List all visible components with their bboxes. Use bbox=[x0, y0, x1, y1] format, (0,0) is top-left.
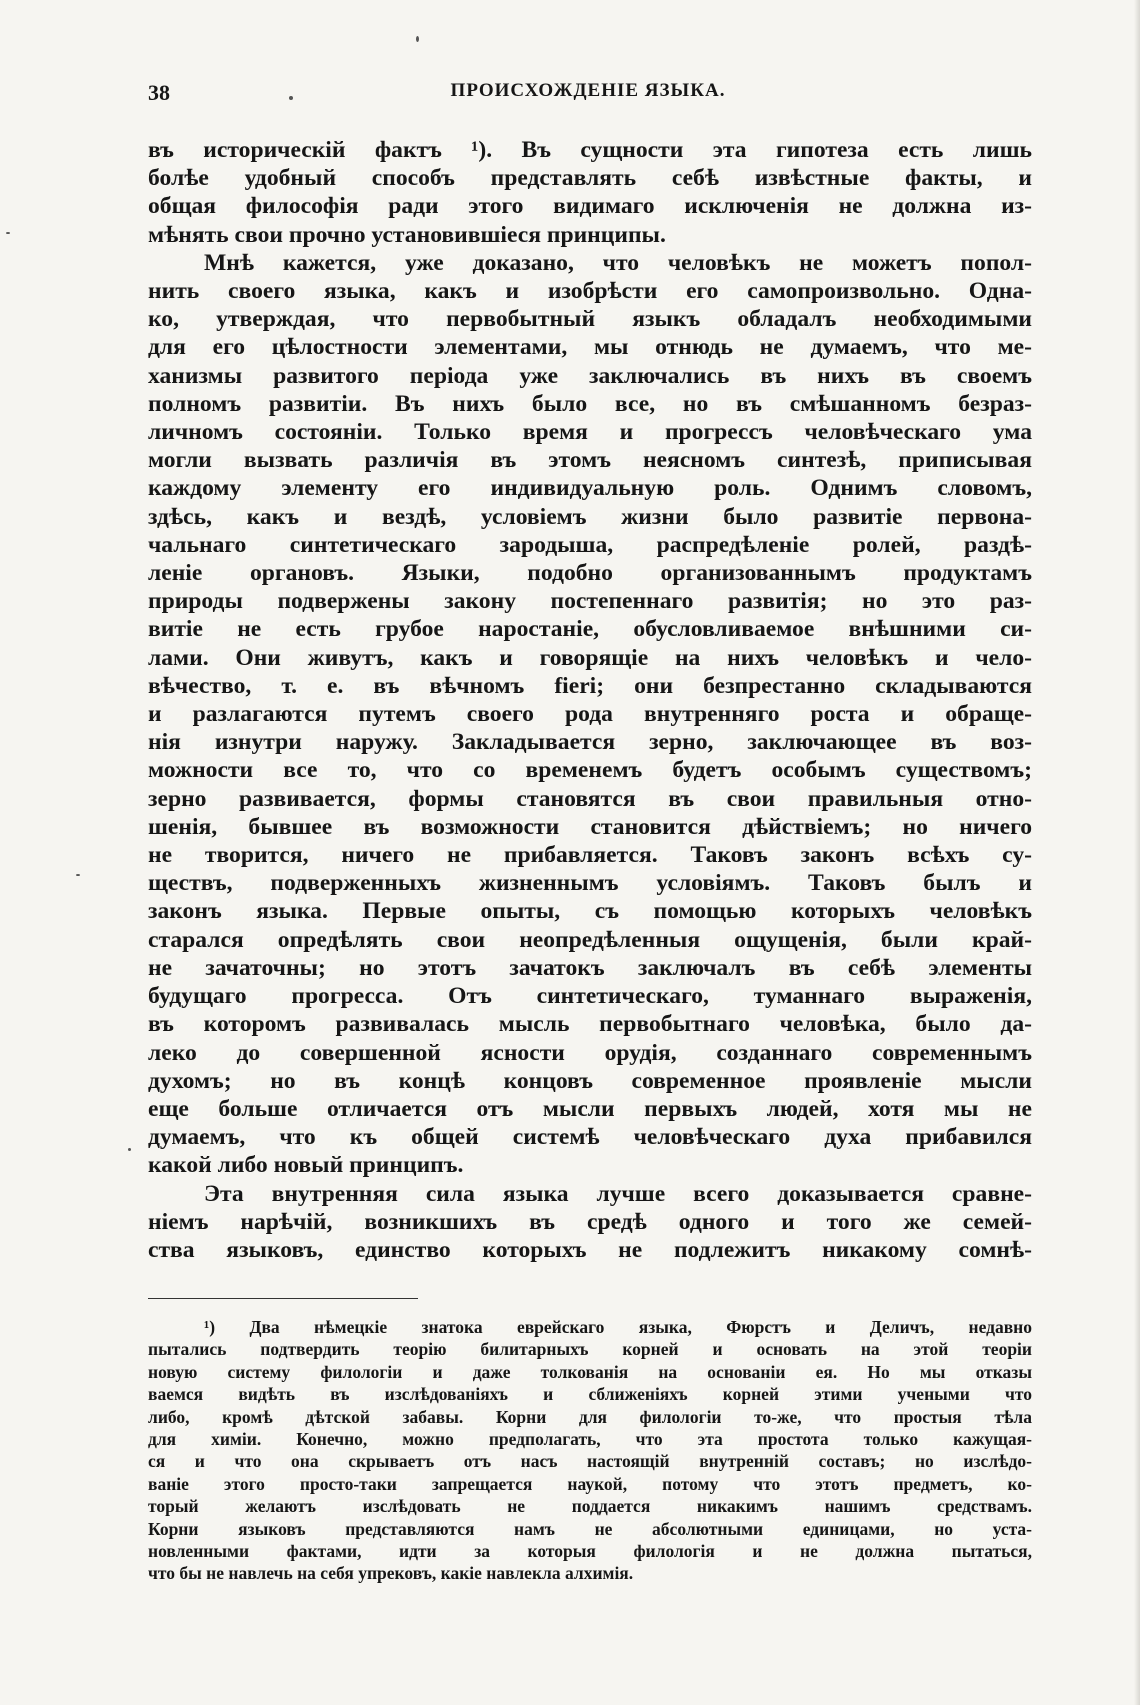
text-line: природы подвержены закону постепеннаго развитія; но это раз- bbox=[148, 588, 1032, 615]
text-line: Эта внутренняя сила языка лучше всего доказывается сравне- bbox=[204, 1180, 1032, 1207]
text-line: старался опредѣлять свои неопредѣленныя ощущенія, были край- bbox=[148, 926, 1032, 953]
text-line: духомъ; но въ концѣ концовъ современное проявленіе мысли bbox=[148, 1067, 1032, 1094]
footnote-line: торый желаютъ изслѣдовать не поддается никакимъ нашимъ средствамъ. bbox=[148, 1496, 1032, 1517]
paragraph-1 bbox=[148, 136, 1032, 249]
text-line: думаемъ, что къ общей системѣ человѣческаго духа прибавился bbox=[148, 1124, 1032, 1151]
paragraph-2 bbox=[148, 249, 1032, 1180]
text-line: шенія, бывшее въ возможности становится дѣйствіемъ; но ничего bbox=[148, 813, 1032, 840]
text-line: какой либо новый принципъ. bbox=[148, 1152, 464, 1179]
ink-speck bbox=[416, 36, 419, 42]
text-line: въ историческій фактъ ¹). Въ сущности эта гипотеза есть лишь bbox=[148, 137, 1032, 163]
text-line: нія изнутри наружу. Закладывается зерно, заключающее въ воз- bbox=[148, 729, 1032, 756]
text-line: мѣнять свои прочно установившіеся принципы. bbox=[148, 221, 666, 248]
text-line: можности все то, что со временемъ будетъ особымъ существомъ; bbox=[148, 757, 1032, 784]
text-line: законъ языка. Первые опыты, съ помощью которыхъ человѣкъ bbox=[148, 898, 1032, 925]
ink-speck bbox=[289, 96, 293, 100]
text-line: ко, утверждая, что первобытный языкъ обладалъ необходимыми bbox=[148, 306, 1032, 333]
text-line: не творится, ничего не прибавляется. Таковъ законъ всѣхъ су- bbox=[148, 842, 1032, 869]
text-line: въ которомъ развивалась мысль первобытнаго человѣка, было да- bbox=[148, 1011, 1032, 1038]
text-line: личномъ состояніи. Только время и прогрессъ человѣческаго ума bbox=[148, 419, 1032, 446]
footnote-line: что бы не навлечь на себя упрековъ, какіе навлекла алхимія. bbox=[148, 1563, 634, 1584]
text-line: могли вызвать различія въ этомъ неясномъ синтезѣ, приписывая bbox=[148, 447, 1032, 474]
text-line: нить своего языка, какъ и изобрѣсти его самопроизвольно. Одна- bbox=[148, 278, 1032, 305]
text-line: для его цѣлостности элементами, мы отнюдь не думаемъ, что ме- bbox=[148, 334, 1032, 361]
text-line: ніемъ нарѣчій, возникшихъ въ средѣ одного и того же семей- bbox=[148, 1208, 1032, 1235]
footnote-line: либо, кромѣ дѣтской забавы. Корни для филологіи то-же, что простыя тѣла bbox=[148, 1406, 1032, 1427]
text-line: чальнаго синтетическаго зародыша, распредѣленіе ролей, раздѣ- bbox=[148, 531, 1032, 558]
ink-speck bbox=[76, 874, 80, 876]
text-line: полномъ развитіи. Въ нихъ было все, но въ смѣшанномъ безраз- bbox=[148, 390, 1032, 417]
text-line: вѣчество, т. е. въ вѣчномъ fieri; они безпрестанно складываются bbox=[148, 672, 1032, 699]
text-line: общая философія ради этого видимаго исключенія не должна из- bbox=[148, 193, 1032, 220]
footnote-line: ваніе этого просто-таки запрещается наукой, потому что этотъ предметъ, ко- bbox=[148, 1473, 1032, 1494]
paragraph-3 bbox=[148, 1180, 1032, 1265]
page-header bbox=[148, 80, 1028, 112]
running-title: ПРОИСХОЖДЕНІЕ ЯЗЫКА. bbox=[450, 80, 726, 101]
page-number: 38 bbox=[148, 80, 170, 105]
page-edge bbox=[1134, 0, 1140, 1705]
text-line: болѣе удобный способъ представлять себѣ извѣстные факты, и bbox=[148, 165, 1032, 192]
text-line: и разлагаются путемъ своего рода внутренняго роста и обраще- bbox=[148, 701, 1032, 728]
footnote-line: новленными фактами, идти за которыя филологія и не должна пытаться, bbox=[148, 1541, 1032, 1562]
footnote-line: новую систему филологіи и даже толкованія на основаніи ея. Но мы отказы bbox=[148, 1361, 1032, 1382]
footnote-divider bbox=[148, 1298, 418, 1299]
footnote-line: пытались подтвердить теорію билитарныхъ корней и основать на этой теоріи bbox=[148, 1339, 1032, 1360]
ink-speck bbox=[128, 1148, 131, 1151]
text-line: зерно развивается, формы становятся въ свои правильныя отно- bbox=[148, 785, 1032, 812]
text-line: еще больше отличается отъ мысли первыхъ людей, хотя мы не bbox=[148, 1095, 1032, 1122]
text-line: здѣсь, какъ и вездѣ, условіемъ жизни было развитіе первона- bbox=[148, 503, 1032, 530]
footnote-line: Корни языковъ представляются намъ не абсолютными единицами, но уста- bbox=[148, 1518, 1032, 1539]
text-line: лами. Они живутъ, какъ и говорящіе на нихъ человѣкъ и чело- bbox=[148, 644, 1032, 671]
text-line: ществъ, подверженныхъ жизненнымъ условіямъ. Таковъ былъ и bbox=[148, 870, 1032, 897]
text-line: витіе не есть грубое наростаніе, обусловливаемое внѣшними си- bbox=[148, 616, 1032, 643]
body-text bbox=[148, 136, 1032, 1264]
text-line: леніе органовъ. Языки, подобно организованнымъ продуктамъ bbox=[148, 560, 1032, 587]
text-line: леко до совершенной ясности орудія, созданнаго современнымъ bbox=[148, 1039, 1032, 1066]
ink-speck bbox=[6, 232, 10, 234]
footnote-line: ¹) Два нѣмецкіе знатока еврейскаго языка, Фюрстъ и Деличъ, недавно bbox=[204, 1317, 1032, 1337]
text-line: каждому элементу его индивидуальную роль. Однимъ словомъ, bbox=[148, 475, 1032, 502]
footnote-line: для химіи. Конечно, можно предполагать, что эта простота только кажущая- bbox=[148, 1429, 1032, 1450]
text-line: будущаго прогресса. Отъ синтетическаго, туманнаго выраженія, bbox=[148, 983, 1032, 1010]
footnote-line: ся и что она скрываетъ отъ насъ настоящій внутренній составъ; но изслѣдо- bbox=[148, 1451, 1032, 1472]
footnote bbox=[148, 1316, 1032, 1585]
footnote-line: ваемся видѣть въ изслѣдованіяхъ и сближеніяхъ корней этими учеными что bbox=[148, 1384, 1032, 1405]
text-line: ханизмы развитого періода уже заключались въ нихъ въ своемъ bbox=[148, 362, 1032, 389]
text-line: не зачаточны; но этотъ зачатокъ заключалъ въ себѣ элементы bbox=[148, 954, 1032, 981]
text-line: ства языковъ, единство которыхъ не подлежитъ никакому сомнѣ- bbox=[148, 1236, 1032, 1263]
text-line: Мнѣ кажется, уже доказано, что человѣкъ не можетъ попол- bbox=[204, 249, 1032, 276]
